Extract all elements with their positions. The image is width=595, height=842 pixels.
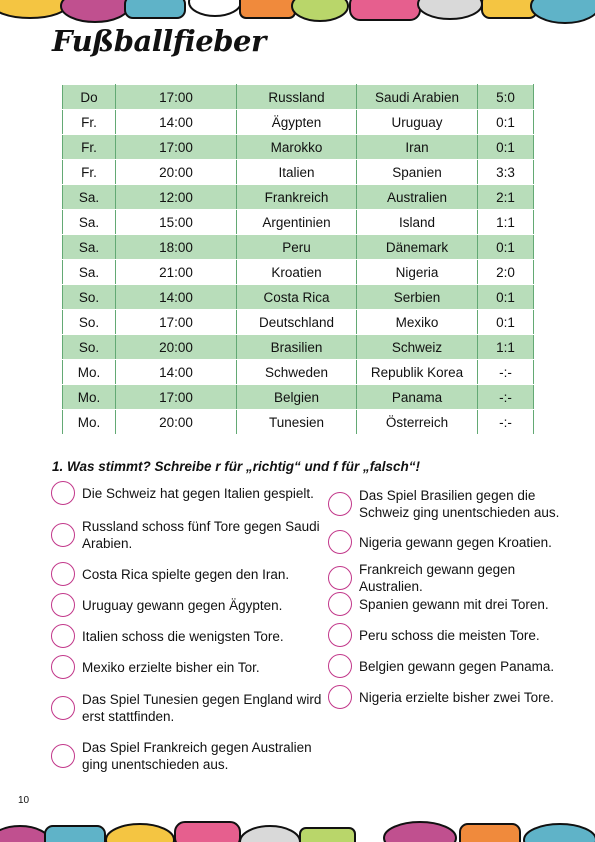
table-row	[63, 310, 534, 335]
match-score: 2:1	[478, 185, 534, 210]
match-home-team: Costa Rica	[237, 285, 357, 310]
answer-circle[interactable]	[328, 654, 352, 678]
statement-item	[51, 562, 326, 586]
answer-circle[interactable]	[328, 566, 352, 590]
table-row	[63, 235, 534, 260]
table-row	[63, 85, 534, 110]
statement-text: Frankreich gewann gegen Australien.	[359, 562, 516, 594]
match-score: 1:1	[478, 335, 534, 360]
statement-item	[328, 654, 568, 678]
statement-item	[51, 593, 326, 617]
match-home-team: Argentinien	[237, 210, 357, 235]
match-score: 1:1	[478, 210, 534, 235]
answer-circle[interactable]	[51, 624, 75, 648]
match-time: 12:00	[116, 185, 237, 210]
match-home-team: Belgien	[237, 385, 357, 410]
table-row	[63, 160, 534, 185]
match-day: Do	[63, 85, 116, 110]
match-score: 5:0	[478, 85, 534, 110]
match-away-team: Spanien	[357, 160, 478, 185]
table-row	[63, 260, 534, 285]
match-home-team: Peru	[237, 235, 357, 260]
match-time: 17:00	[116, 135, 237, 160]
answer-circle[interactable]	[328, 530, 352, 554]
statement-text: Belgien gewann gegen Panama.	[359, 658, 555, 674]
table-row	[63, 110, 534, 135]
page-number: 10	[18, 795, 30, 806]
match-score: -:-	[478, 385, 534, 410]
match-score: 0:1	[478, 135, 534, 160]
match-time: 17:00	[116, 385, 237, 410]
answer-circle[interactable]	[51, 696, 75, 720]
statement-text: Das Spiel Tunesien gegen England wird erst stattfinden.	[82, 692, 322, 724]
statement-text: Costa Rica spielte gegen den Iran.	[82, 566, 290, 582]
match-table-body	[63, 85, 534, 435]
match-home-team: Schweden	[237, 360, 357, 385]
match-day: So.	[63, 310, 116, 335]
match-away-team: Panama	[357, 385, 478, 410]
match-score: 0:1	[478, 285, 534, 310]
match-away-team: Schweiz	[357, 335, 478, 360]
answer-circle[interactable]	[51, 523, 75, 547]
match-score: 3:3	[478, 160, 534, 185]
statement-item	[51, 624, 326, 648]
match-day: Mo.	[63, 360, 116, 385]
table-row	[63, 135, 534, 160]
table-row	[63, 385, 534, 410]
match-home-team: Russland	[237, 85, 357, 110]
statement-item	[51, 739, 326, 773]
match-away-team: Saudi Arabien	[357, 85, 478, 110]
match-away-team: Uruguay	[357, 110, 478, 135]
statement-item	[328, 623, 568, 647]
statement-item	[328, 685, 568, 709]
match-score: -:-	[478, 410, 534, 435]
answer-circle[interactable]	[328, 623, 352, 647]
match-home-team: Marokko	[237, 135, 357, 160]
match-away-team: Republik Korea	[357, 360, 478, 385]
table-row	[63, 210, 534, 235]
statement-text: Nigeria gewann gegen Kroatien.	[359, 534, 552, 550]
statement-text: Uruguay gewann gegen Ägypten.	[82, 597, 283, 613]
match-time: 20:00	[116, 160, 237, 185]
answer-circle[interactable]	[51, 655, 75, 679]
match-day: Sa.	[63, 210, 116, 235]
match-home-team: Deutschland	[237, 310, 357, 335]
match-day: Sa.	[63, 185, 116, 210]
page-title: Fußballfieber	[52, 24, 266, 58]
match-home-team: Frankreich	[237, 185, 357, 210]
match-score: 0:1	[478, 310, 534, 335]
statement-text: Nigeria erzielte bisher zwei Tore.	[359, 689, 554, 705]
match-day: Sa.	[63, 260, 116, 285]
answer-circle[interactable]	[328, 592, 352, 616]
match-time: 18:00	[116, 235, 237, 260]
match-away-team: Australien	[357, 185, 478, 210]
match-time: 17:00	[116, 310, 237, 335]
answer-circle[interactable]	[328, 492, 352, 516]
match-away-team: Iran	[357, 135, 478, 160]
answer-circle[interactable]	[51, 481, 75, 505]
match-time: 20:00	[116, 410, 237, 435]
match-time: 14:00	[116, 110, 237, 135]
table-row	[63, 410, 534, 435]
match-home-team: Tunesien	[237, 410, 357, 435]
exercise-question: 1. Was stimmt? Schreibe r für „richtig“ und f für „falsch“!	[52, 459, 421, 474]
match-home-team: Kroatien	[237, 260, 357, 285]
match-away-team: Dänemark	[357, 235, 478, 260]
answer-circle[interactable]	[328, 685, 352, 709]
match-day: Fr.	[63, 160, 116, 185]
match-home-team: Ägypten	[237, 110, 357, 135]
answer-circle[interactable]	[51, 744, 75, 768]
statement-item	[328, 561, 568, 595]
match-time: 15:00	[116, 210, 237, 235]
table-row	[63, 285, 534, 310]
table-row	[63, 360, 534, 385]
statement-item	[328, 487, 568, 521]
statement-text: Italien schoss die wenigsten Tore.	[82, 628, 284, 644]
statement-text: Das Spiel Brasilien gegen die Schweiz ging unentschieden aus.	[359, 488, 560, 520]
match-day: Sa.	[63, 235, 116, 260]
statement-item	[51, 481, 326, 505]
answer-circle[interactable]	[51, 593, 75, 617]
table-row	[63, 185, 534, 210]
statement-item	[51, 691, 326, 725]
match-day: So.	[63, 335, 116, 360]
match-time: 21:00	[116, 260, 237, 285]
decorative-bottom-banner	[0, 812, 595, 842]
match-day: Mo.	[63, 385, 116, 410]
match-away-team: Island	[357, 210, 478, 235]
statement-text: Das Spiel Frankreich gegen Australien ging unentschieden aus.	[82, 740, 312, 772]
statement-item	[51, 655, 326, 679]
statement-text: Spanien gewann mit drei Toren.	[359, 596, 549, 612]
statement-text: Peru schoss die meisten Tore.	[359, 627, 540, 643]
match-time: 14:00	[116, 360, 237, 385]
match-home-team: Brasilien	[237, 335, 357, 360]
match-day: Fr.	[63, 135, 116, 160]
match-score: 0:1	[478, 235, 534, 260]
match-score: -:-	[478, 360, 534, 385]
match-day: Mo.	[63, 410, 116, 435]
statement-item	[328, 592, 568, 616]
statement-item	[328, 530, 568, 554]
match-score: 0:1	[478, 110, 534, 135]
match-day: Fr.	[63, 110, 116, 135]
match-home-team: Italien	[237, 160, 357, 185]
match-score: 2:0	[478, 260, 534, 285]
table-row	[63, 335, 534, 360]
match-time: 20:00	[116, 335, 237, 360]
match-away-team: Österreich	[357, 410, 478, 435]
statement-text: Mexiko erzielte bisher ein Tor.	[82, 659, 260, 675]
match-time: 14:00	[116, 285, 237, 310]
statement-item	[51, 518, 326, 552]
match-away-team: Mexiko	[357, 310, 478, 335]
match-away-team: Serbien	[357, 285, 478, 310]
match-time: 17:00	[116, 85, 237, 110]
match-results-table	[62, 84, 534, 435]
match-away-team: Nigeria	[357, 260, 478, 285]
match-day: So.	[63, 285, 116, 310]
statement-text: Russland schoss fünf Tore gegen Saudi Arabien.	[82, 519, 320, 551]
answer-circle[interactable]	[51, 562, 75, 586]
statement-text: Die Schweiz hat gegen Italien gespielt.	[82, 485, 314, 501]
